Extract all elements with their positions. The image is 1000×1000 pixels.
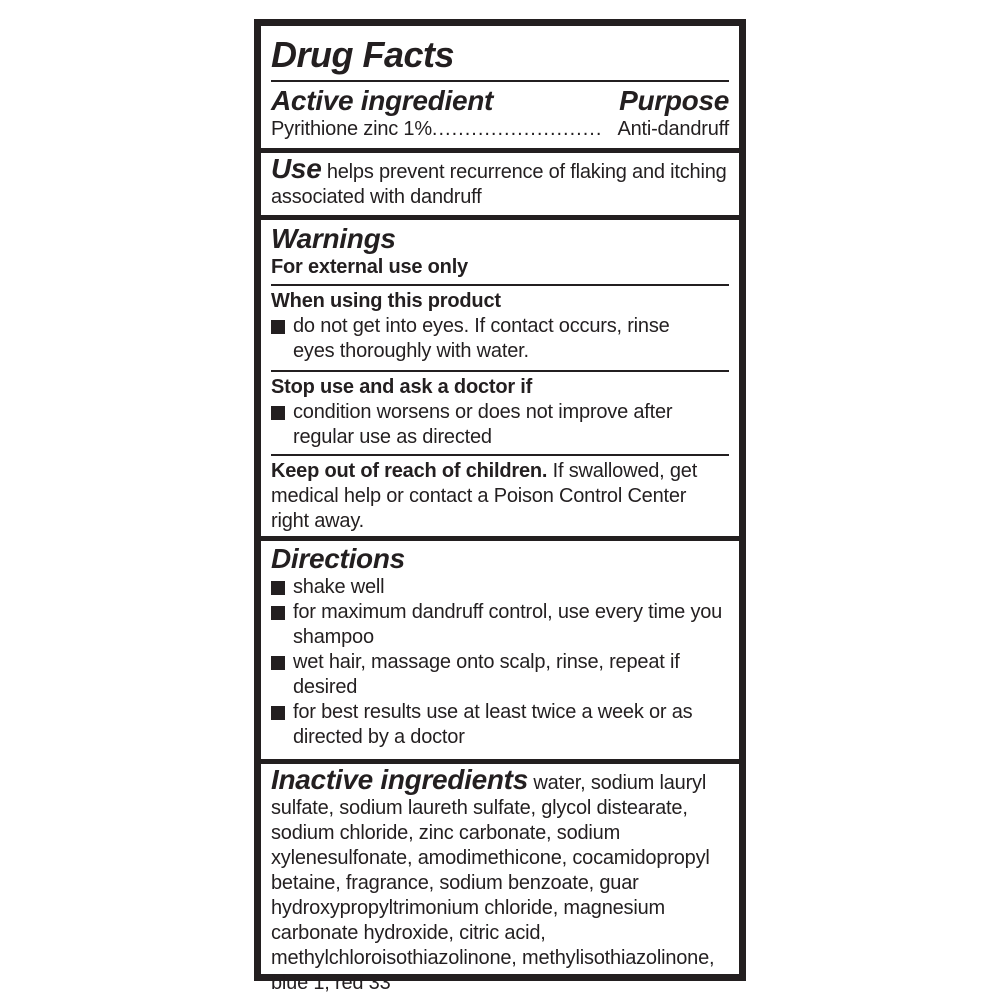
stop-use-divider: [271, 454, 729, 456]
use-text: helps prevent recurrence of flaking and itching associated with dandruff: [271, 161, 727, 208]
active-heading-row: [271, 85, 729, 117]
bullet-square-icon: [271, 656, 285, 670]
warnings-divider: [261, 536, 739, 541]
inactive-ingredients-heading: Inactive ingredients: [271, 764, 528, 795]
directions-section: [261, 543, 739, 750]
when-using-item: do not get into eyes. If contact occurs, rinse eyes thoroughly with water.: [271, 314, 729, 364]
bullet-square-icon: [271, 320, 285, 334]
keep-out-heading: Keep out of reach of children.: [271, 460, 548, 482]
external-use-text: For external use only: [271, 256, 468, 278]
active-ingredient-purpose: Anti-dandruff: [617, 118, 729, 140]
warnings-heading: Warnings: [271, 223, 396, 254]
drug-facts-header: [261, 35, 739, 75]
stop-use-section: [261, 375, 739, 450]
bullet-square-icon: [271, 406, 285, 420]
purpose-heading: Purpose: [619, 85, 729, 116]
active-ingredient-name: Pyrithione zinc 1%: [271, 118, 432, 140]
active-ingredient-row: [271, 117, 729, 142]
keep-out-text: If swallowed, get medical help or contact a Poison Control Center right away.: [271, 460, 698, 532]
bullet-square-icon: [271, 606, 285, 620]
stop-use-item: condition worsens or does not improve after regular use as directed: [271, 400, 729, 450]
leader-dots: ..........................: [431, 118, 603, 140]
use-heading: Use: [271, 153, 322, 184]
drug-facts-panel: [254, 19, 746, 994]
title-divider: [271, 80, 729, 82]
inactive-ingredients-section: [261, 764, 739, 996]
directions-item: shake well: [271, 575, 729, 600]
when-using-heading: When using this product: [271, 290, 501, 312]
bullet-square-icon: [271, 706, 285, 720]
directions-item: for maximum dandruff control, use every time you shampoo: [271, 600, 729, 650]
warnings-section: [261, 223, 739, 280]
when-using-section: [261, 289, 739, 364]
active-divider: [261, 148, 739, 153]
external-divider: [271, 284, 729, 286]
inactive-ingredients-text: water, sodium lauryl sulfate, sodium laureth sulfate, glycol distearate, sodium chloride, zinc carbonate, sodium xylenesulfonate, amodimethicone, cocamidopropyl betaine, fragrance, sodium benzoate, guar hydroxypropyltrimonium chloride, magnesium carbonate hydroxide, citric acid, methylchloroisothiazolinone, methylisothiazolinone, blue 1, red 33: [271, 772, 715, 994]
when-using-divider: [271, 370, 729, 372]
directions-item: for best results use at least twice a week or as directed by a doctor: [271, 700, 729, 750]
directions-item: wet hair, massage onto scalp, rinse, repeat if desired: [271, 650, 729, 700]
keep-out-section: [261, 459, 739, 534]
use-section: [261, 153, 739, 210]
directions-heading: Directions: [271, 543, 405, 574]
bullet-square-icon: [271, 581, 285, 595]
active-ingredient-section: [261, 85, 739, 142]
use-divider: [261, 215, 739, 220]
stop-use-heading: Stop use and ask a doctor if: [271, 376, 533, 398]
active-ingredient-heading: Active ingredient: [271, 85, 494, 116]
drug-facts-title: Drug Facts: [271, 34, 455, 75]
